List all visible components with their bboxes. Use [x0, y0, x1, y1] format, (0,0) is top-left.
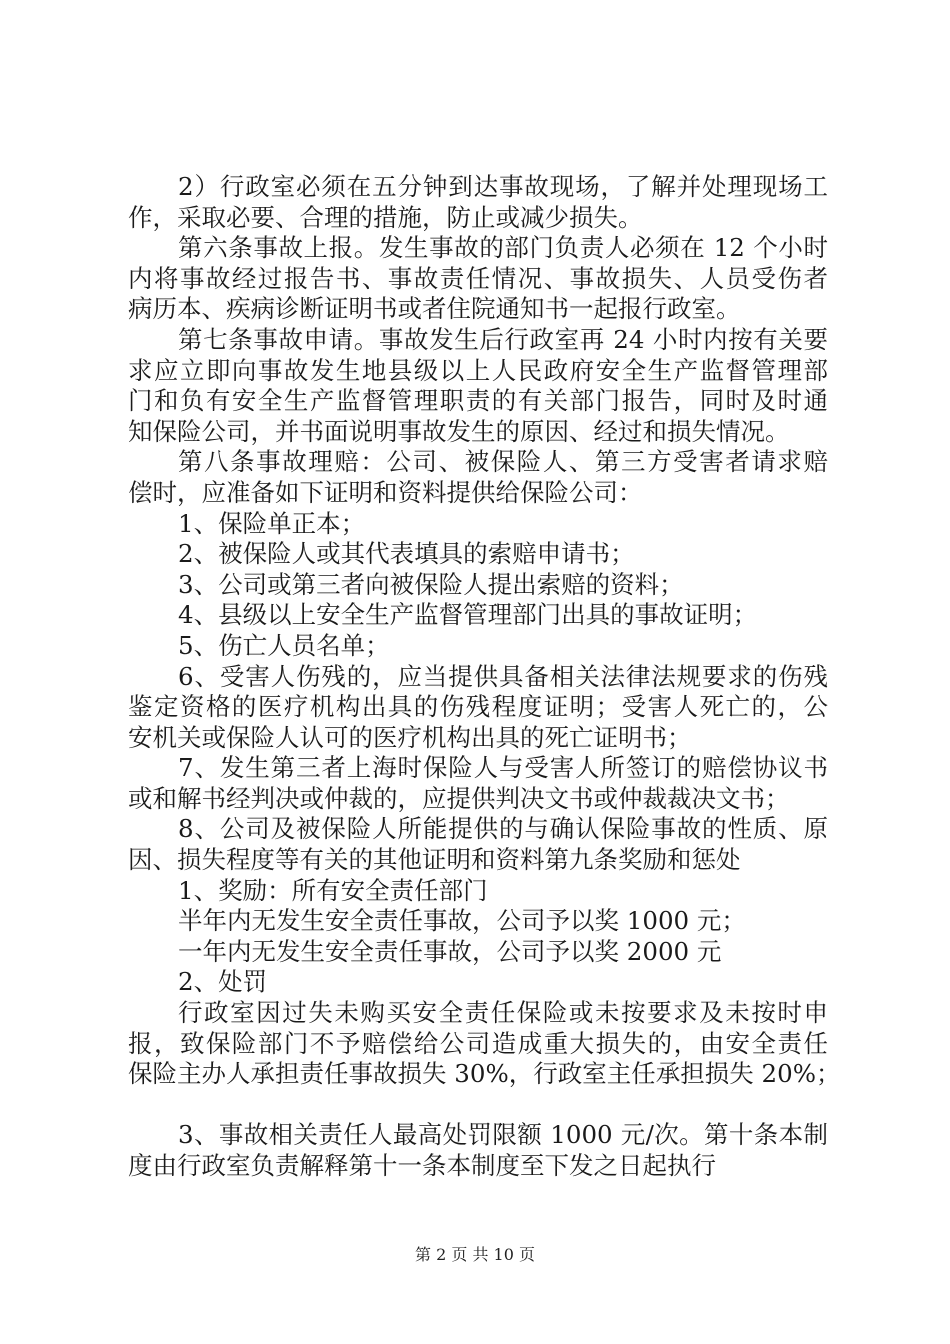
text-line: 5、伤亡人员名单；: [178, 630, 390, 660]
text-line: 6、受害人伤残的，应当提供具备相关法律法规要求的伤残: [178, 661, 828, 691]
page-footer: [0, 1245, 950, 1265]
text-line: 行政室因过失未购买安全责任保险或未按要求及未按时申: [178, 998, 828, 1028]
text-line: 偿时，应准备如下证明和资料提供给保险公司：: [128, 477, 643, 507]
text-line: 一年内无发生安全责任事故，公司予以奖 2000 元: [178, 936, 722, 966]
text-line: 第六条事故上报。发生事故的部门负责人必须在 12 个小时: [178, 233, 828, 263]
text-line: 1、保险单正本；: [178, 508, 366, 538]
text-line: 第七条事故申请。事故发生后行政室再 24 小时内按有关要: [178, 324, 828, 354]
text-line: 3、公司或第三者向被保险人提出索赔的资料；: [178, 569, 684, 599]
text-line: 门和负有安全生产监督管理职责的有关部门报告，同时及时通: [128, 386, 828, 416]
text-line: 8、公司及被保险人所能提供的与确认保险事故的性质、原: [178, 814, 828, 844]
blank-line: [128, 1090, 828, 1121]
text-line: 安机关或保险人认可的医疗机构出具的死亡证明书；: [128, 722, 692, 752]
text-line: 保险主办人承担责任事故损失 30%，行政室主任承担损失 20%；: [128, 1059, 841, 1089]
text-line: 因、损失程度等有关的其他证明和资料第九条奖励和惩处: [128, 845, 741, 875]
text-line: 2、处罚: [178, 967, 268, 997]
page-number: 第 2 页 共 10 页: [415, 1245, 535, 1264]
document-body: [128, 172, 841, 1182]
text-line: 鉴定资格的医疗机构出具的伤残程度证明；受害人死亡的，公: [128, 692, 828, 722]
text-line: 4、县级以上安全生产监督管理部门出具的事故证明；: [178, 600, 758, 630]
text-line: 知保险公司，并书面说明事故发生的原因、经过和损失情况。: [128, 416, 790, 446]
text-line: 7、发生第三者上海时保险人与受害人所签订的赔偿协议书: [178, 753, 828, 783]
text-line: 度由行政室负责解释第十一条本制度至下发之日起执行: [128, 1151, 716, 1180]
text-line: 2）行政室必须在五分钟到达事故现场，了解并处理现场工: [178, 172, 828, 201]
text-line: 求应立即向事故发生地县级以上人民政府安全生产监督管理部: [128, 355, 828, 385]
text-line: 病历本、疾病诊断证明书或者住院通知书一起报行政室。: [128, 294, 741, 324]
text-line: 第八条事故理赔：公司、被保险人、第三方受害者请求赔: [178, 447, 828, 477]
text-line: 1、奖励：所有安全责任部门: [178, 875, 488, 905]
text-line: 半年内无发生安全责任事故，公司予以奖 1000 元；: [178, 906, 746, 936]
text-line: 或和解书经判决或仲裁的，应提供判决文书或仲裁裁决文书；: [128, 783, 790, 813]
text-line: 作，采取必要、合理的措施，防止或减少损失。: [128, 202, 643, 232]
text-line: 内将事故经过报告书、事故责任情况、事故损失、人员受伤者: [128, 263, 828, 293]
text-line: 3、事故相关责任人最高处罚限额 1000 元/次。第十条本制: [178, 1120, 828, 1150]
text-line: 报，致保险部门不予赔偿给公司造成重大损失的，由安全责任: [128, 1028, 828, 1058]
text-line: 2、被保险人或其代表填具的索赔申请书；: [178, 539, 635, 569]
